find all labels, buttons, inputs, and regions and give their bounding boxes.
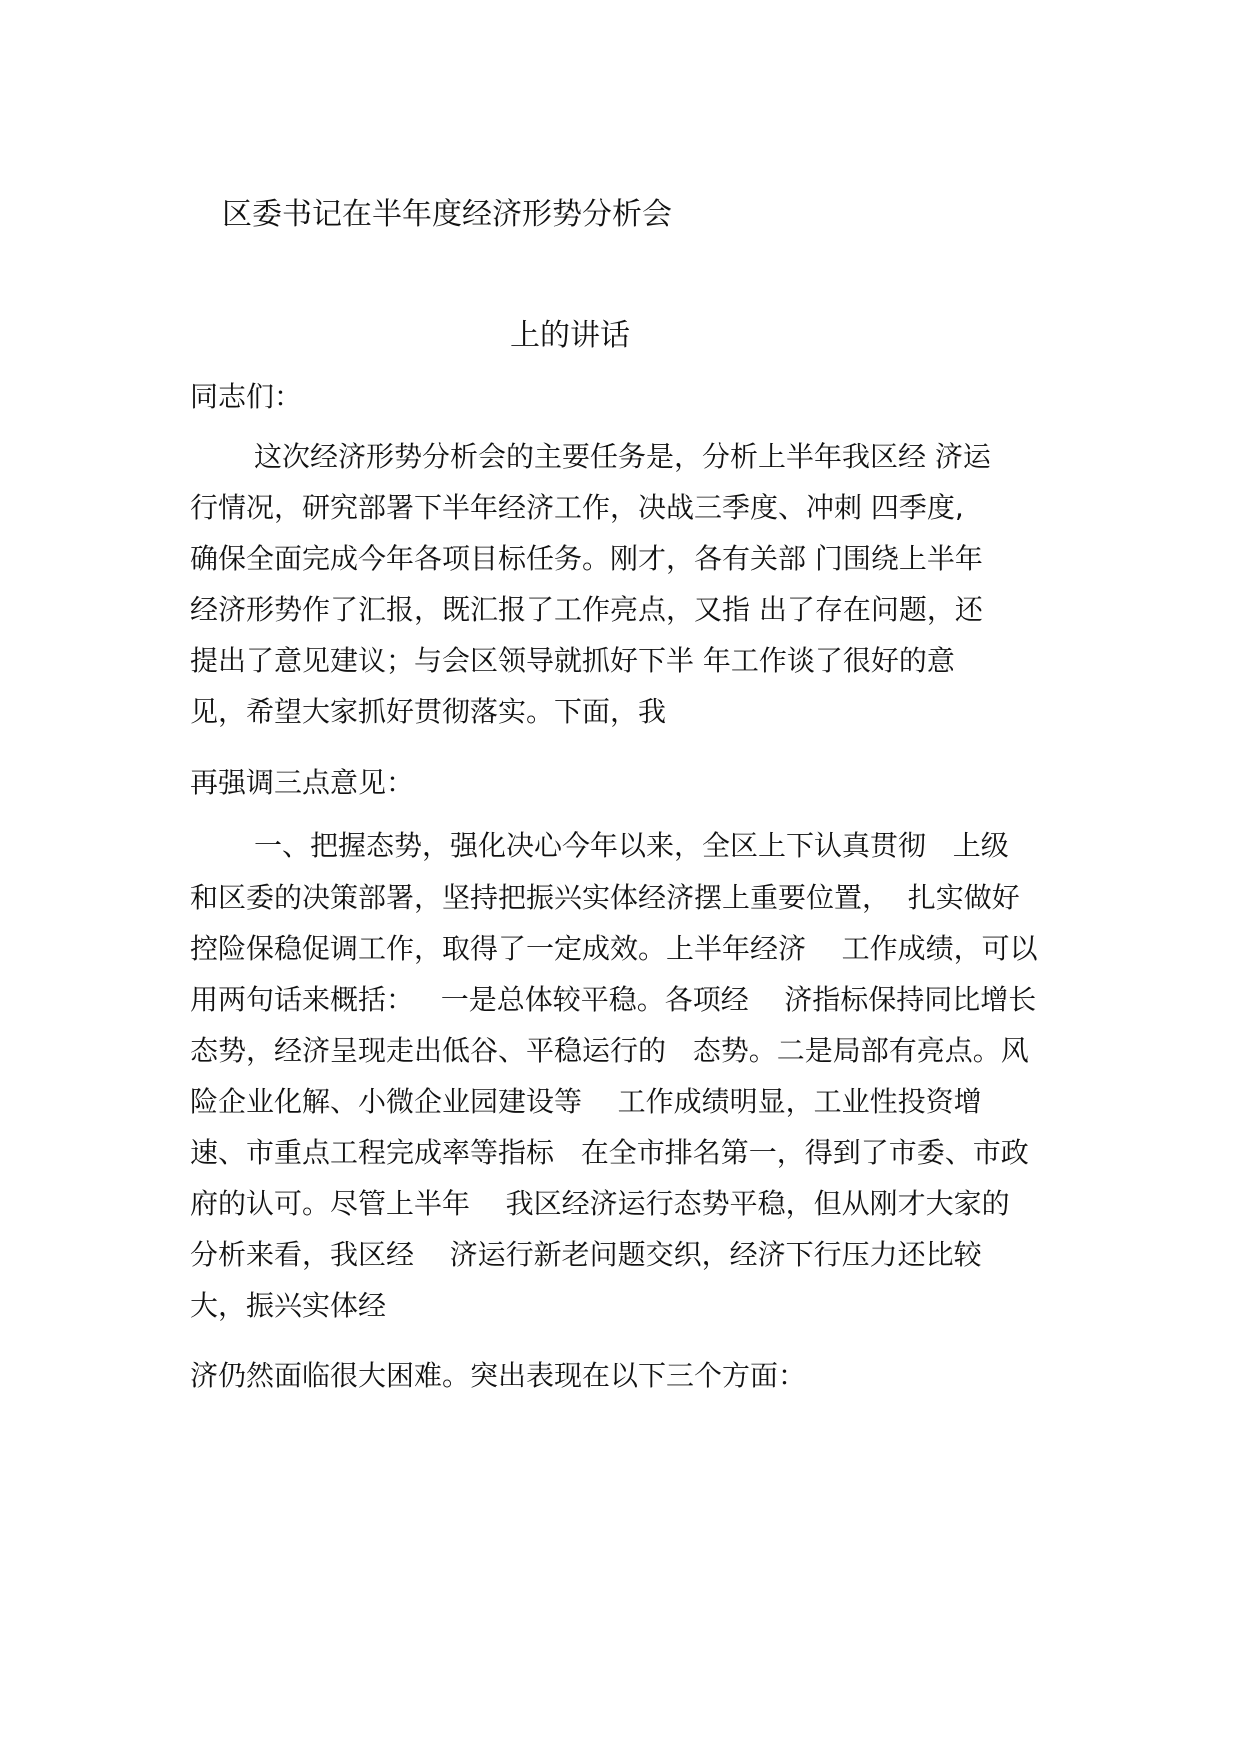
paragraph-3-line: 大，振兴实体经: [190, 1289, 387, 1322]
paragraph-4: 济仍然面临很大困难。突出表现在以下三个方面：: [190, 1359, 807, 1392]
paragraph-1-line: 提出了意见建议；与会区领导就抓好下半 年工作谈了很好的意: [190, 644, 955, 677]
paragraph-1-line: 这次经济形势分析会的主要任务是，分析上半年我区经 济运: [254, 440, 991, 473]
paragraph-2: 再强调三点意见：: [190, 766, 415, 799]
paragraph-3-line: 速、市重点工程完成率等指标 在全市排名第一，得到了市委、市政: [190, 1136, 1029, 1169]
paragraph-3-line: 用两句话来概括： 一是总体较平稳。各项经 济指标保持同比增长: [190, 983, 1037, 1016]
document-title-line-2: 上的讲话: [510, 318, 630, 353]
salutation: 同志们：: [190, 380, 303, 413]
paragraph-1-line: 见，希望大家抓好贯彻落实。下面，我: [190, 695, 667, 728]
paragraph-3-line: 一、把握态势，强化决心今年以来，全区上下认真贯彻 上级: [254, 829, 1009, 862]
paragraph-3-line: 控险保稳促调工作，取得了一定成效。上半年经济 工作成绩，可以: [190, 932, 1038, 965]
document-title-line-1: 区委书记在半年度经济形势分析会: [222, 197, 672, 232]
paragraph-1-line: 确保全面完成今年各项目标任务。刚才，各有关部 门围绕上半年: [190, 542, 983, 575]
paragraph-1-line: 经济形势作了汇报，既汇报了工作亮点，又指 出了存在问题，还: [190, 593, 983, 626]
paragraph-3-line: 府的认可。尽管上半年 我区经济运行态势平稳，但从刚才大家的: [190, 1187, 1010, 1220]
paragraph-3-line: 和区委的决策部署，坚持把振兴实体经济摆上重要位置， 扎实做好: [190, 881, 1020, 914]
paragraph-1-line: 行情况，研究部署下半年经济工作，决战三季度、冲刺 四季度,: [190, 491, 964, 524]
paragraph-3-line: 分析来看，我区经 济运行新老问题交织，经济下行压力还比较: [190, 1238, 982, 1271]
paragraph-3-line: 险企业化解、小微企业园建设等 工作成绩明显，工业性投资增: [190, 1085, 982, 1118]
paragraph-3-line: 态势，经济呈现走出低谷、平稳运行的 态势。二是局部有亮点。风: [190, 1034, 1029, 1067]
